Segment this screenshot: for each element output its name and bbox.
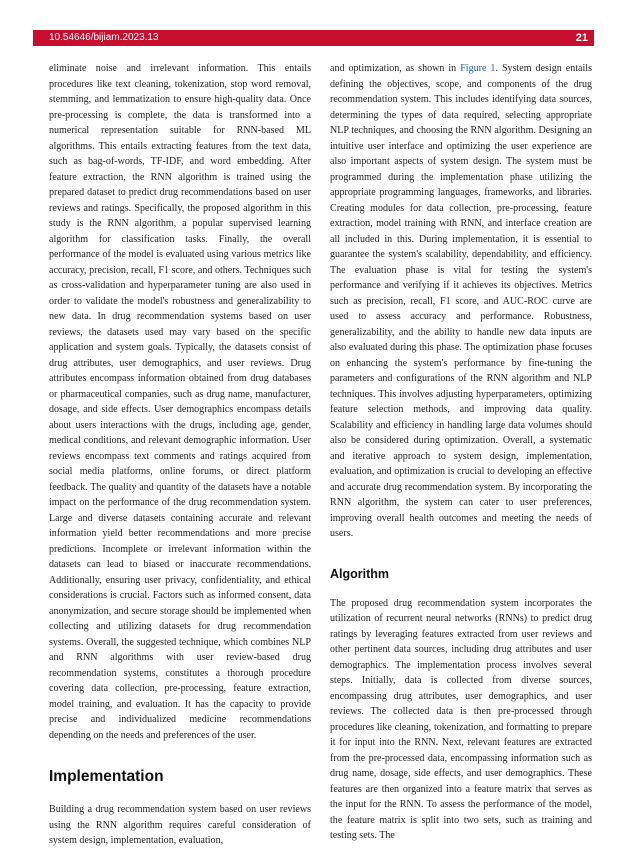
page-number: 21 [575, 32, 588, 44]
left-column [49, 61, 311, 849]
figure-reference-link[interactable]: Figure 1 [460, 63, 496, 74]
body-paragraph: The proposed drug recommendation system incorporates the utilization of recurrent neural networks (RNNs) to predict drug ratings by leveraging features extracted from user reviews and other pertinent data sources, including drug attributes and user demographics. The implementation process involves several steps. Initially, data is collected from diverse sources, encompassing drug attributes, user demographics, and user reviews. The collected data is then pre-processed through procedures like cleaning, tokenization, and formatting to prepare it for input into the RNN. Next, relevant features are extracted from the pre-processed data, encompassing information such as drug name, dosage, side effects, and user demographics. These features are then organized into a feature matrix that serves as the input for the RNN. To assess the performance of the model, the feature matrix is split into two sets, such as training and testing sets. The [330, 597, 592, 841]
doi-link[interactable]: 10.54646/bijiam.2023.13 [49, 32, 159, 43]
paragraph-text: . System design entails defining the objectives, scope, and components of the drug recommendation system. This includes identifying data sources, determining the types of data required, selecting appropriate NLP techniques, and choosing the RNN algorithm. Designing an intuitive user interface and optimizing the user experience are also important aspects of system design. The system must be programmed during the implementation phase utilizing the appropriate programming languages, frameworks, and libraries. Creating modules for data collection, pre-processing, feature extraction, model training with RNN, and interface creation are all included in this. During implementation, it is essential to guarantee the system's scalability, dependability, and efficiency. The evaluation phase is vital for testing the system's performance and verifying if it achieves its objectives. Metrics such as precision, recall, F1 score, and AUC-ROC curve are used to assess accuracy and performance. Robustness, generalizability, and the ability to handle new data inputs are also evaluated during this phase. The optimization phase focuses on enhancing the system's performance by fine-tuning the parameters and configurations of the RNN algorithm and NLP techniques. This involves adjusting hyperparameters, optimizing feature selection methods, and improving data quality. Scalability and efficiency in handling large data volumes should also be considered during optimization. Overall, a systematic and iterative approach to system design, implementation, evaluation, and optimization is crucial to developing an effective and accurate drug recommendation system. By incorporating the RNN algorithm, the system can cater to user preferences, improving overall health outcomes and meeting the needs of users. [330, 63, 592, 539]
paragraph-text: and optimization, as shown in [330, 63, 461, 74]
body-paragraph [330, 61, 592, 542]
section-heading-implementation: Implementation [49, 768, 164, 785]
body-paragraph: eliminate noise and irrelevant information. This entails procedures like text cleaning, tokenization, stop word removal, stemming, and lemmatization to ensure high-quality data. Once pre-processing is complete, the data is transformed into a numerical representation suitable for RNN-based ML algorithms. This entails extracting features from the text data, such as bag-of-words, TF-IDF, and word embedding. After feature extraction, the RNN algorithm is trained using the prepared dataset to predict drug recommendations based on user reviews and ratings. Specifically, the proposed algorithm in this study is the RNN algorithm, a popular supervised learning algorithm for classification tasks. Finally, the overall performance of the model is evaluated using various metrics like accuracy, precision, recall, F1 score, and others. Techniques such as cross-validation and hyperparameter tuning are also used in order to validate the model's robustness and generalizability to new data. In drug recommendation systems based on user reviews, the datasets used may vary based on the specific application and system goals. Typically, the datasets consist of drug attributes, user demographics, and user reviews. Drug attributes encompass information obtained from drug databases or pharmaceutical companies, such as drug name, manufacturer, dosage, and side effects. User demographics encompass details about users interactions with the drugs, including age, gender, medical conditions, and relevant demographic information. User reviews encompass text comments and ratings acquired from social media platforms, online forums, or direct platform feedback. The quality and quantity of the datasets have a notable impact on the performance of the drug recommendation system. Large and diverse datasets containing accurate and relevant information yield better recommendations and more precise predictions. Incomplete or irrelevant information within the datasets can lead to biased or inaccurate recommendations. Additionally, ensuring user privacy, confidentiality, and ethical considerations is crucial. Factors such as informed consent, data anonymization, and secure storage should be implemented when collecting and utilizing datasets for drug recommendation systems. Overall, the suggested technique, which combines NLP and RNN algorithms with user review-based drug recommendation systems, constitutes a thorough procedure covering data collection, pre-processing, feature extraction, model training, and evaluation. It has the capacity to provide precise and individualized medicine recommendations depending on the needs and preferences of the user. [49, 63, 311, 741]
body-paragraph: Building a drug recommendation system based on user reviews using the RNN algorithm requires careful consideration of system design, implementation, evaluation, [49, 804, 311, 846]
section-heading-algorithm: Algorithm [330, 566, 390, 581]
right-column [330, 61, 592, 844]
